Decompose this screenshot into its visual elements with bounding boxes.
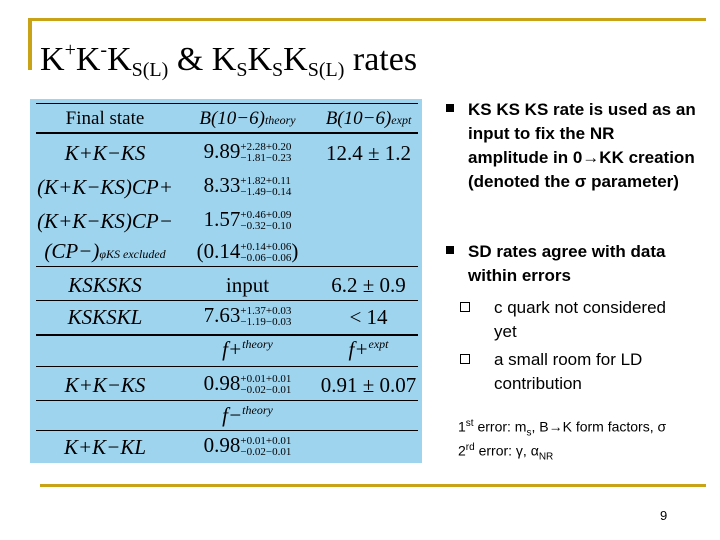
frame-left-rule <box>28 18 32 70</box>
header-theory: B(10−6)theory <box>199 108 296 129</box>
table-cell: 8.33+1.82+0.11 −1.49−0.14 <box>203 173 292 199</box>
table-row: (K+K−KS)CP− <box>37 209 173 233</box>
table-rule <box>36 400 418 401</box>
table-row: (CP−)φKS excluded <box>44 239 166 263</box>
table-row: (K+K−KS)CP+ <box>37 175 173 199</box>
table-cell: input <box>225 273 270 297</box>
hollow-square-bullet-icon <box>460 354 470 364</box>
hollow-square-bullet-icon <box>460 302 470 312</box>
table-cell: (0.14+0.14+0.06 −0.06−0.06) <box>196 239 299 265</box>
table-rule <box>36 266 418 267</box>
table-cell: f−$^{theory}$ <box>222 403 273 427</box>
table-row: K+K−KL <box>63 435 147 459</box>
table-cell: f+$^{theory}$ <box>222 337 273 361</box>
page-number: 9 <box>660 508 668 523</box>
table-row: KSKSKS <box>68 273 142 297</box>
table-rule <box>36 132 418 134</box>
second-error-note: 2rd error: γ, $\alpha_{NR}$ <box>458 442 554 463</box>
table-cell: 7.63+1.37+0.03 −1.19−0.03 <box>203 303 292 329</box>
table-row: KSKSKL <box>67 305 143 329</box>
table-rule <box>36 430 418 431</box>
table-cell: 0.98+0.01+0.01 −0.02−0.01 <box>203 433 292 459</box>
slide-title: $K^+K^-K_{S(L)}$ & $K_SK_SK_{S(L)}$ rates <box>40 39 418 81</box>
table-row: K+K−KS <box>64 373 146 397</box>
table-rule <box>36 103 418 104</box>
header-final-state: Final state <box>65 108 145 129</box>
table-rule <box>36 334 418 336</box>
table-cell: 6.2 ± 0.9 <box>331 273 406 297</box>
table-cell: < 14 <box>349 305 388 329</box>
table-rule <box>36 366 418 367</box>
first-error-note: 1st error: $m_s$, B→K form factors, σ <box>458 418 667 439</box>
header-expt: B(10−6)expt <box>325 108 412 129</box>
table-cell: 0.98+0.01+0.01 −0.02−0.01 <box>203 371 292 397</box>
table-cell: 9.89+2.28+0.20 −1.81−0.23 <box>203 139 292 165</box>
table-cell: 12.4 ± 1.2 <box>325 141 412 165</box>
table-cell: 1.57+0.46+0.09 −0.32−0.10 <box>203 207 292 233</box>
table-cell: f+$^{expt}$ <box>348 337 389 361</box>
square-bullet-icon <box>446 104 454 112</box>
table-cell: 0.91 ± 0.07 <box>320 373 417 397</box>
table-row: K+K−KS <box>64 141 146 165</box>
square-bullet-icon <box>446 246 454 254</box>
frame-bottom-rule <box>40 484 706 487</box>
table-rule <box>36 300 418 301</box>
rates-table <box>30 99 422 463</box>
frame-top-rule <box>28 18 706 21</box>
